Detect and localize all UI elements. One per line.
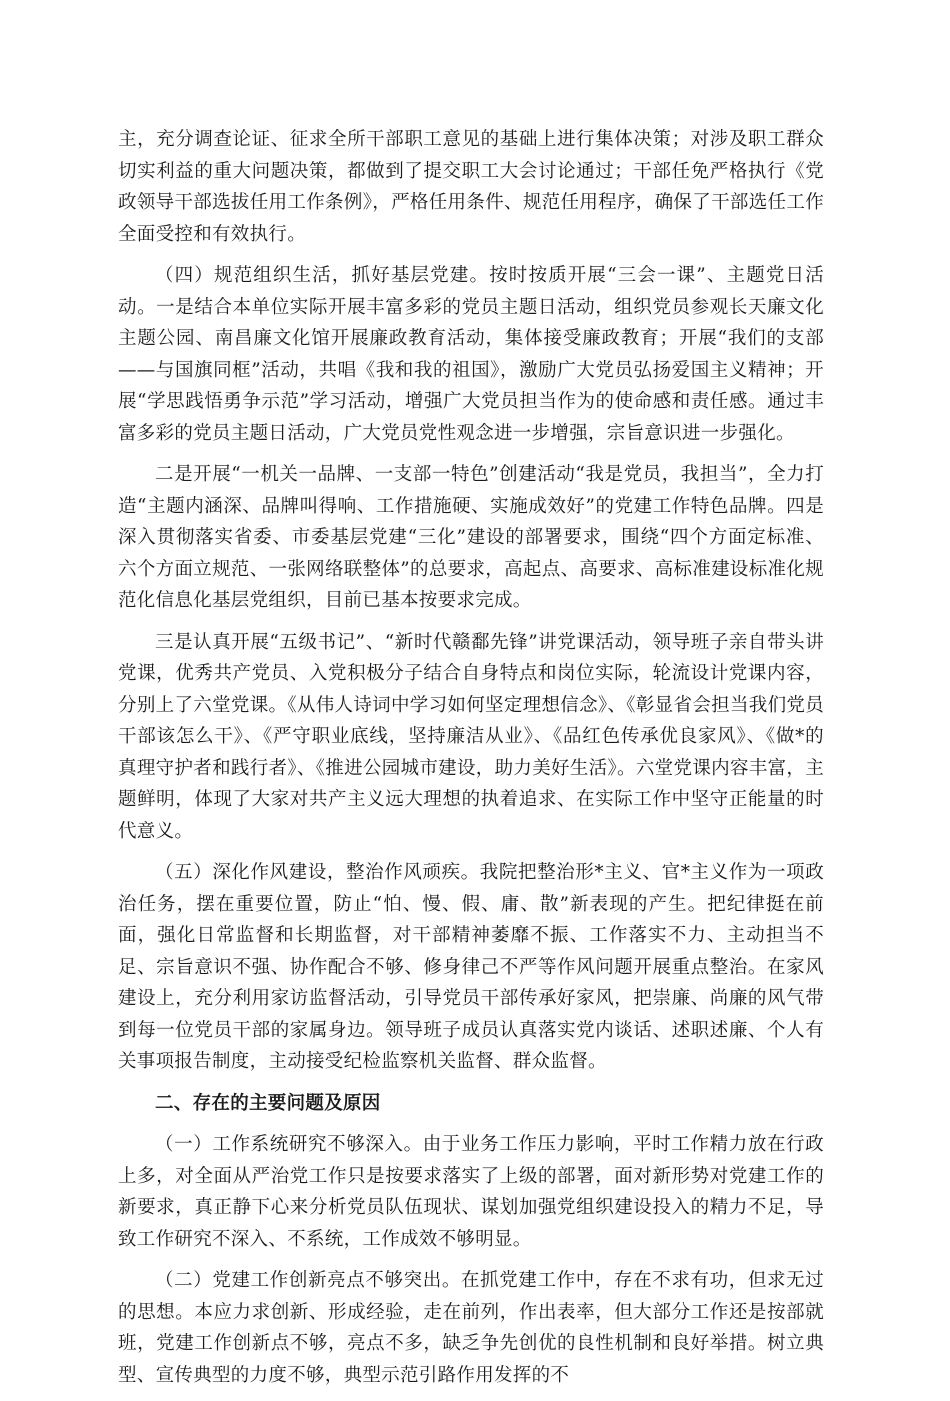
paragraph-problem-1: （一）工作系统研究不够深入。由于业务工作压力影响，平时工作精力放在行政上多，对全面从严治党工作只是按要求落实了上级的部署，面对新形势对党建工作的新要求，真正静下心来分析党员队伍现状、谋划加强党组织建设投入的精力不足，导致工作研究不深入、不系统，工作成效不够明显。 — [118, 1134, 824, 1250]
paragraph-brand-activity: 二是开展“一机关一品牌、一支部一特色”创建活动“我是党员，我担当”，全力打造“主题内涵深、品牌叫得响、工作措施硬、实施成效好”的党建工作特色品牌。四是深入贯彻落实省委、市委基层党建“三化”建设的部署要求，围绕“四个方面定标准、六个方面立规范、一张网络联整体”的总要求，高起点、高要求、高标准建设标准化规范化信息化基层党组织，目前已基本按要求完成。 — [118, 464, 824, 611]
paragraph-party-building: （四）规范组织生活，抓好基层党建。按时按质开展“三会一课”、主题党日活动。一是结合本单位实际开展丰富多彩的党员主题日活动，组织党员参观长天廉文化主题公园、南昌廉文化馆开展廉政教育活动，集体接受廉政教育；开展“我们的支部——与国旗同框”活动，共唱《我和我的祖国》，激励广大党员弘扬爱国主义精神；开展“学思践悟勇争示范”学习活动，增强广大党员担当作为的使命感和责任感。通过丰富多彩的党员主题日活动，广大党员党性观念进一步增强，宗旨意识进一步强化。 — [118, 265, 824, 444]
document-page — [118, 124, 824, 1401]
paragraph-continuation: 主，充分调查论证、征求全所干部职工意见的基础上进行集体决策；对涉及职工群众切实利益的重大问题决策，都做到了提交职工大会讨论通过；干部任免严格执行《党政领导干部选拔任用工作条例》，严格任用条件、规范任用程序，确保了干部选任工作全面受控和有效执行。 — [118, 129, 824, 245]
paragraph-party-lectures: 三是认真开展“五级书记”、“新时代赣鄱先锋”讲党课活动，领导班子亲自带头讲党课，优秀共产党员、入党积极分子结合自身特点和岗位实际，轮流设计党课内容，分别上了六堂党课。《从伟人诗词中学习如何坚定理想信念》、《彰显省会担当我们党员干部该怎么干》、《严守职业底线，坚持廉洁从业》、《品红色传承优良家风》、《做*的真理守护者和践行者》、《推进公园城市建设，助力美好生活》。六堂党课内容丰富，主题鲜明，体现了大家对共产主义远大理想的执着追求、在实际工作中坚守正能量的时代意义。 — [118, 631, 824, 842]
section-heading: 二、存在的主要问题及原因 — [155, 1092, 381, 1114]
paragraph-problem-2: （二）党建工作创新亮点不够突出。在抓党建工作中，存在不求有功，但求无过的思想。本应力求创新、形成经验，走在前列，作出表率，但大部分工作还是按部就班，党建工作创新点不够，亮点不多，缺乏争先创优的良性机制和良好举措。树立典型、宣传典型的力度不够，典型示范引路作用发挥的不 — [118, 1270, 824, 1386]
paragraph-work-style: （五）深化作风建设，整治作风顽疾。我院把整治形*主义、官*主义作为一项政治任务，摆在重要位置，防止“怕、慢、假、庸、散”新表现的产生。把纪律挺在前面，强化日常监督和长期监督，对干部精神萎靡不振、工作落实不力、主动担当不足、宗旨意识不强、协作配合不够、修身律己不严等作风问题开展重点整治。在家风建设上，充分利用家访监督活动，引导党员干部传承好家风，把崇廉、尚廉的风气带到每一位党员干部的家属身边。领导班子成员认真落实党内谈话、述职述廉、个人有关事项报告制度，主动接受纪检监察机关监督、群众监督。 — [118, 862, 824, 1072]
